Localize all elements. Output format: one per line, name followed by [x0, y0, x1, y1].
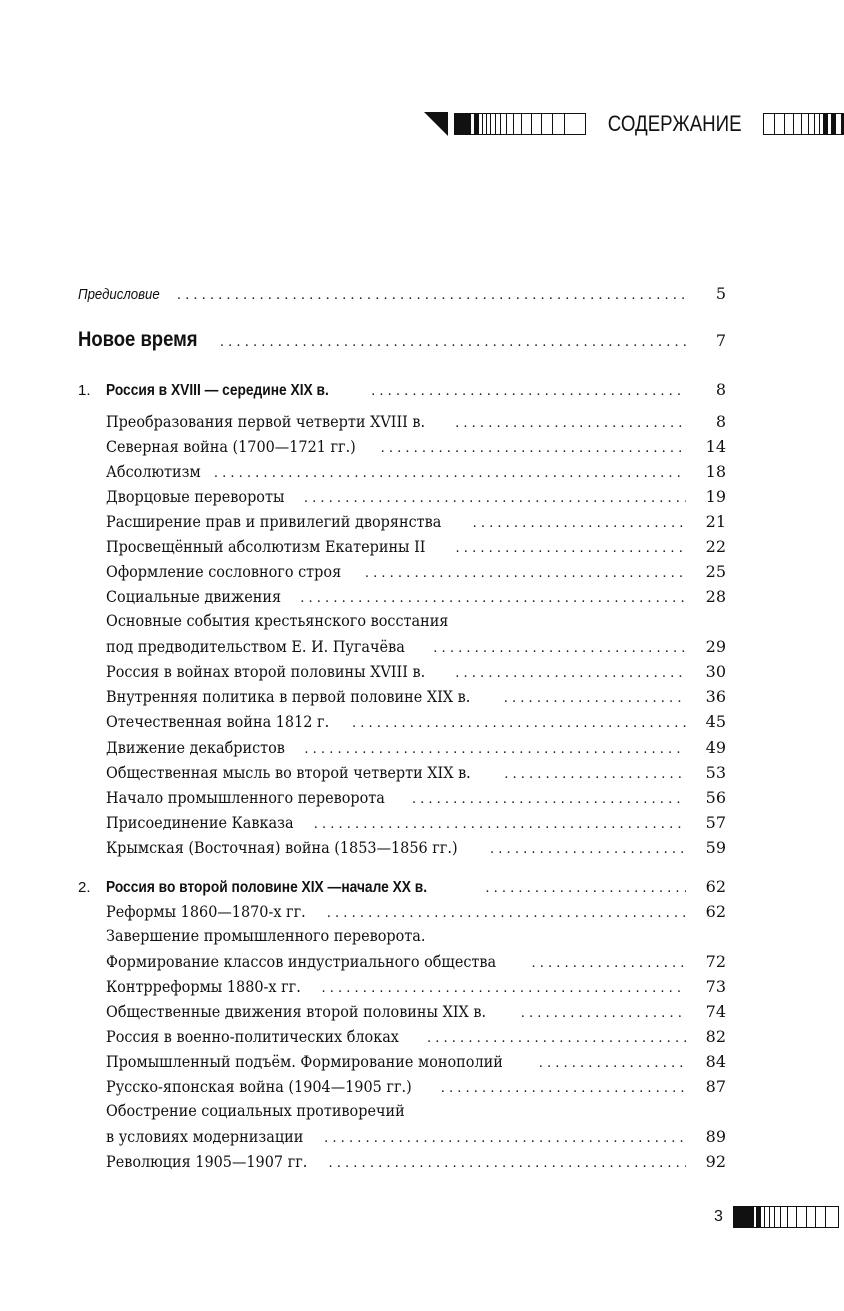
entry-title: Новое время — [78, 328, 198, 351]
page-number: 59 — [705, 838, 726, 857]
toc-entry[interactable] — [106, 412, 726, 431]
page-number: 19 — [705, 487, 726, 506]
toc-entry[interactable] — [106, 902, 726, 921]
leader-dots — [214, 466, 686, 481]
leader-dots — [365, 566, 686, 581]
entry-title: Революция 1905—1907 гг. — [106, 1153, 308, 1171]
barcode-ornament-left — [454, 113, 586, 135]
entry-title: в условиях модернизации — [106, 1128, 304, 1146]
page-number: 5 — [715, 284, 726, 303]
toc-entry-line1[interactable] — [106, 927, 726, 945]
entry-title: Реформы 1860—1870-х гг. — [106, 903, 306, 921]
leader-dots — [304, 742, 686, 757]
page-number: 84 — [705, 1052, 726, 1071]
leader-dots — [300, 591, 686, 606]
entry-title: Россия в военно-политических блоках — [106, 1028, 399, 1046]
toc-entry[interactable] — [106, 1077, 726, 1096]
leader-dots — [324, 1131, 686, 1146]
entry-title: Отечественная война 1812 г. — [106, 713, 330, 731]
page-number: 57 — [705, 813, 726, 832]
leader-dots — [304, 491, 686, 506]
entry-title: Основные события крестьянского восстания — [106, 612, 449, 630]
entry-title: Присоединение Кавказа — [106, 814, 294, 832]
triangle-ornament-icon — [424, 112, 448, 136]
page-number: 30 — [705, 662, 726, 681]
leader-dots — [381, 441, 686, 456]
page-number: 53 — [705, 763, 726, 782]
page-number: 22 — [705, 537, 726, 556]
page-number: 45 — [705, 712, 726, 731]
page-number: 14 — [705, 437, 726, 456]
entry-title: Промышленный подъём. Формирование монополий — [106, 1053, 503, 1071]
toc-entry[interactable] — [106, 977, 726, 996]
toc-entry[interactable] — [106, 1052, 726, 1071]
leader-dots — [504, 691, 686, 706]
page-number: 87 — [705, 1077, 726, 1096]
leader-dots — [485, 881, 686, 896]
toc-entry[interactable] — [106, 1127, 726, 1146]
entry-title: Общественная мысль во второй четверти XIX в. — [106, 764, 471, 782]
entry-title: Россия в XVIII — середине XIX в. — [106, 382, 329, 399]
entry-title: Внутренняя политика в первой половине XIX в. — [106, 688, 471, 706]
toc-entry[interactable] — [106, 662, 726, 681]
page-number: 72 — [705, 952, 726, 971]
leader-dots — [427, 1031, 686, 1046]
page-footer — [714, 1206, 839, 1228]
entry-title: Крымская (Восточная) война (1853—1856 гг.) — [106, 839, 458, 857]
page-number: 28 — [705, 587, 726, 606]
leader-dots — [352, 716, 686, 731]
toc-entry-line1[interactable] — [106, 1102, 726, 1120]
page-number: 62 — [705, 877, 726, 896]
leader-dots — [321, 981, 686, 996]
toc-entry-line1[interactable] — [106, 612, 726, 630]
leader-dots — [314, 817, 686, 832]
toc-entry[interactable] — [106, 712, 726, 731]
toc-entry[interactable] — [106, 813, 726, 832]
page-title: СОДЕРЖАНИЕ — [607, 111, 742, 136]
toc-entry[interactable] — [106, 838, 726, 857]
toc-entry[interactable] — [106, 487, 726, 506]
toc-entry[interactable] — [106, 637, 726, 656]
page-header — [424, 112, 844, 136]
entry-title: Абсолютизм — [106, 463, 201, 481]
leader-dots — [490, 842, 686, 857]
toc-entry-chapter-2[interactable] — [78, 877, 726, 897]
entry-title: Завершение промышленного переворота. — [106, 927, 426, 945]
leader-dots — [521, 1006, 686, 1021]
leader-dots — [327, 906, 686, 921]
entry-title: Расширение прав и привилегий дворянства — [106, 513, 442, 531]
toc-entry[interactable] — [106, 512, 726, 531]
leader-dots — [455, 416, 686, 431]
leader-dots — [177, 288, 686, 303]
entry-title: Россия в войнах второй половины XVIII в. — [106, 663, 426, 681]
leader-dots — [329, 1156, 687, 1171]
leader-dots — [531, 956, 686, 971]
entry-title: Общественные движения второй половины XIX в. — [106, 1003, 487, 1021]
page-number: 25 — [705, 562, 726, 581]
chapter-number: 1. — [78, 382, 91, 399]
page-number: 36 — [705, 687, 726, 706]
barcode-ornament-footer — [733, 1206, 839, 1228]
entry-title: Социальные движения — [106, 588, 282, 606]
toc-entry[interactable] — [106, 437, 726, 456]
chapter-number: 2. — [78, 879, 91, 896]
entry-title: Преобразования первой четверти XVIII в. — [106, 413, 426, 431]
page-number: 62 — [705, 902, 726, 921]
leader-dots — [504, 767, 686, 782]
leader-dots — [441, 1081, 686, 1096]
toc-entry-preface[interactable] — [78, 284, 726, 303]
leader-dots — [456, 541, 686, 556]
page-number: 56 — [705, 788, 726, 807]
page-number: 49 — [705, 738, 726, 757]
page-number: 29 — [705, 637, 726, 656]
leader-dots — [539, 1056, 686, 1071]
leader-dots — [412, 792, 686, 807]
page-number: 18 — [705, 462, 726, 481]
entry-title: Русско-японская война (1904—1905 гг.) — [106, 1078, 412, 1096]
leader-dots — [433, 641, 686, 656]
toc-entry[interactable] — [106, 738, 726, 757]
entry-title: Формирование классов индустриального общества — [106, 953, 497, 971]
leader-dots — [371, 384, 686, 399]
entry-title: Оформление сословного строя — [106, 563, 342, 581]
page-number: 74 — [705, 1002, 726, 1021]
barcode-ornament-right — [763, 113, 844, 135]
entry-title: Начало промышленного переворота — [106, 789, 385, 807]
entry-title: Контрреформы 1880-х гг. — [106, 978, 301, 996]
entry-title: Обострение социальных противоречий — [106, 1102, 405, 1120]
toc-entry-part[interactable] — [78, 328, 726, 352]
leader-dots — [473, 516, 686, 531]
toc-entry[interactable] — [106, 952, 726, 971]
page-number: 92 — [705, 1152, 726, 1171]
toc-entry[interactable] — [106, 587, 726, 606]
footer-page-number: 3 — [714, 1208, 723, 1225]
entry-title: Северная война (1700—1721 гг.) — [106, 438, 356, 456]
toc-entry[interactable] — [106, 562, 726, 581]
entry-title: под предводительством Е. И. Пугачёва — [106, 638, 405, 656]
toc-entry[interactable] — [106, 1002, 726, 1021]
leader-dots — [455, 666, 686, 681]
toc-entry[interactable] — [106, 537, 726, 556]
toc-entry-chapter-1[interactable] — [78, 380, 726, 400]
page-number: 89 — [705, 1127, 726, 1146]
page-number: 73 — [705, 977, 726, 996]
page-number: 8 — [715, 412, 726, 431]
page-number: 21 — [705, 512, 726, 531]
toc-entry[interactable] — [106, 788, 726, 807]
toc-entry[interactable] — [106, 1152, 726, 1171]
entry-title: Предисловие — [78, 286, 160, 303]
page-number: 7 — [715, 331, 726, 350]
leader-dots — [220, 335, 686, 350]
toc-entry[interactable] — [106, 687, 726, 706]
entry-title: Просвещённый абсолютизм Екатерины II — [106, 538, 426, 556]
toc-entry[interactable] — [106, 763, 726, 782]
toc-entry[interactable] — [106, 462, 726, 481]
toc-entry[interactable] — [106, 1027, 726, 1046]
entry-title: Дворцовые перевороты — [106, 488, 285, 506]
page-number: 82 — [705, 1027, 726, 1046]
entry-title: Движение декабристов — [106, 739, 285, 757]
entry-title: Россия во второй половине XIX —начале XX в. — [106, 879, 428, 896]
page-number: 8 — [715, 380, 726, 399]
